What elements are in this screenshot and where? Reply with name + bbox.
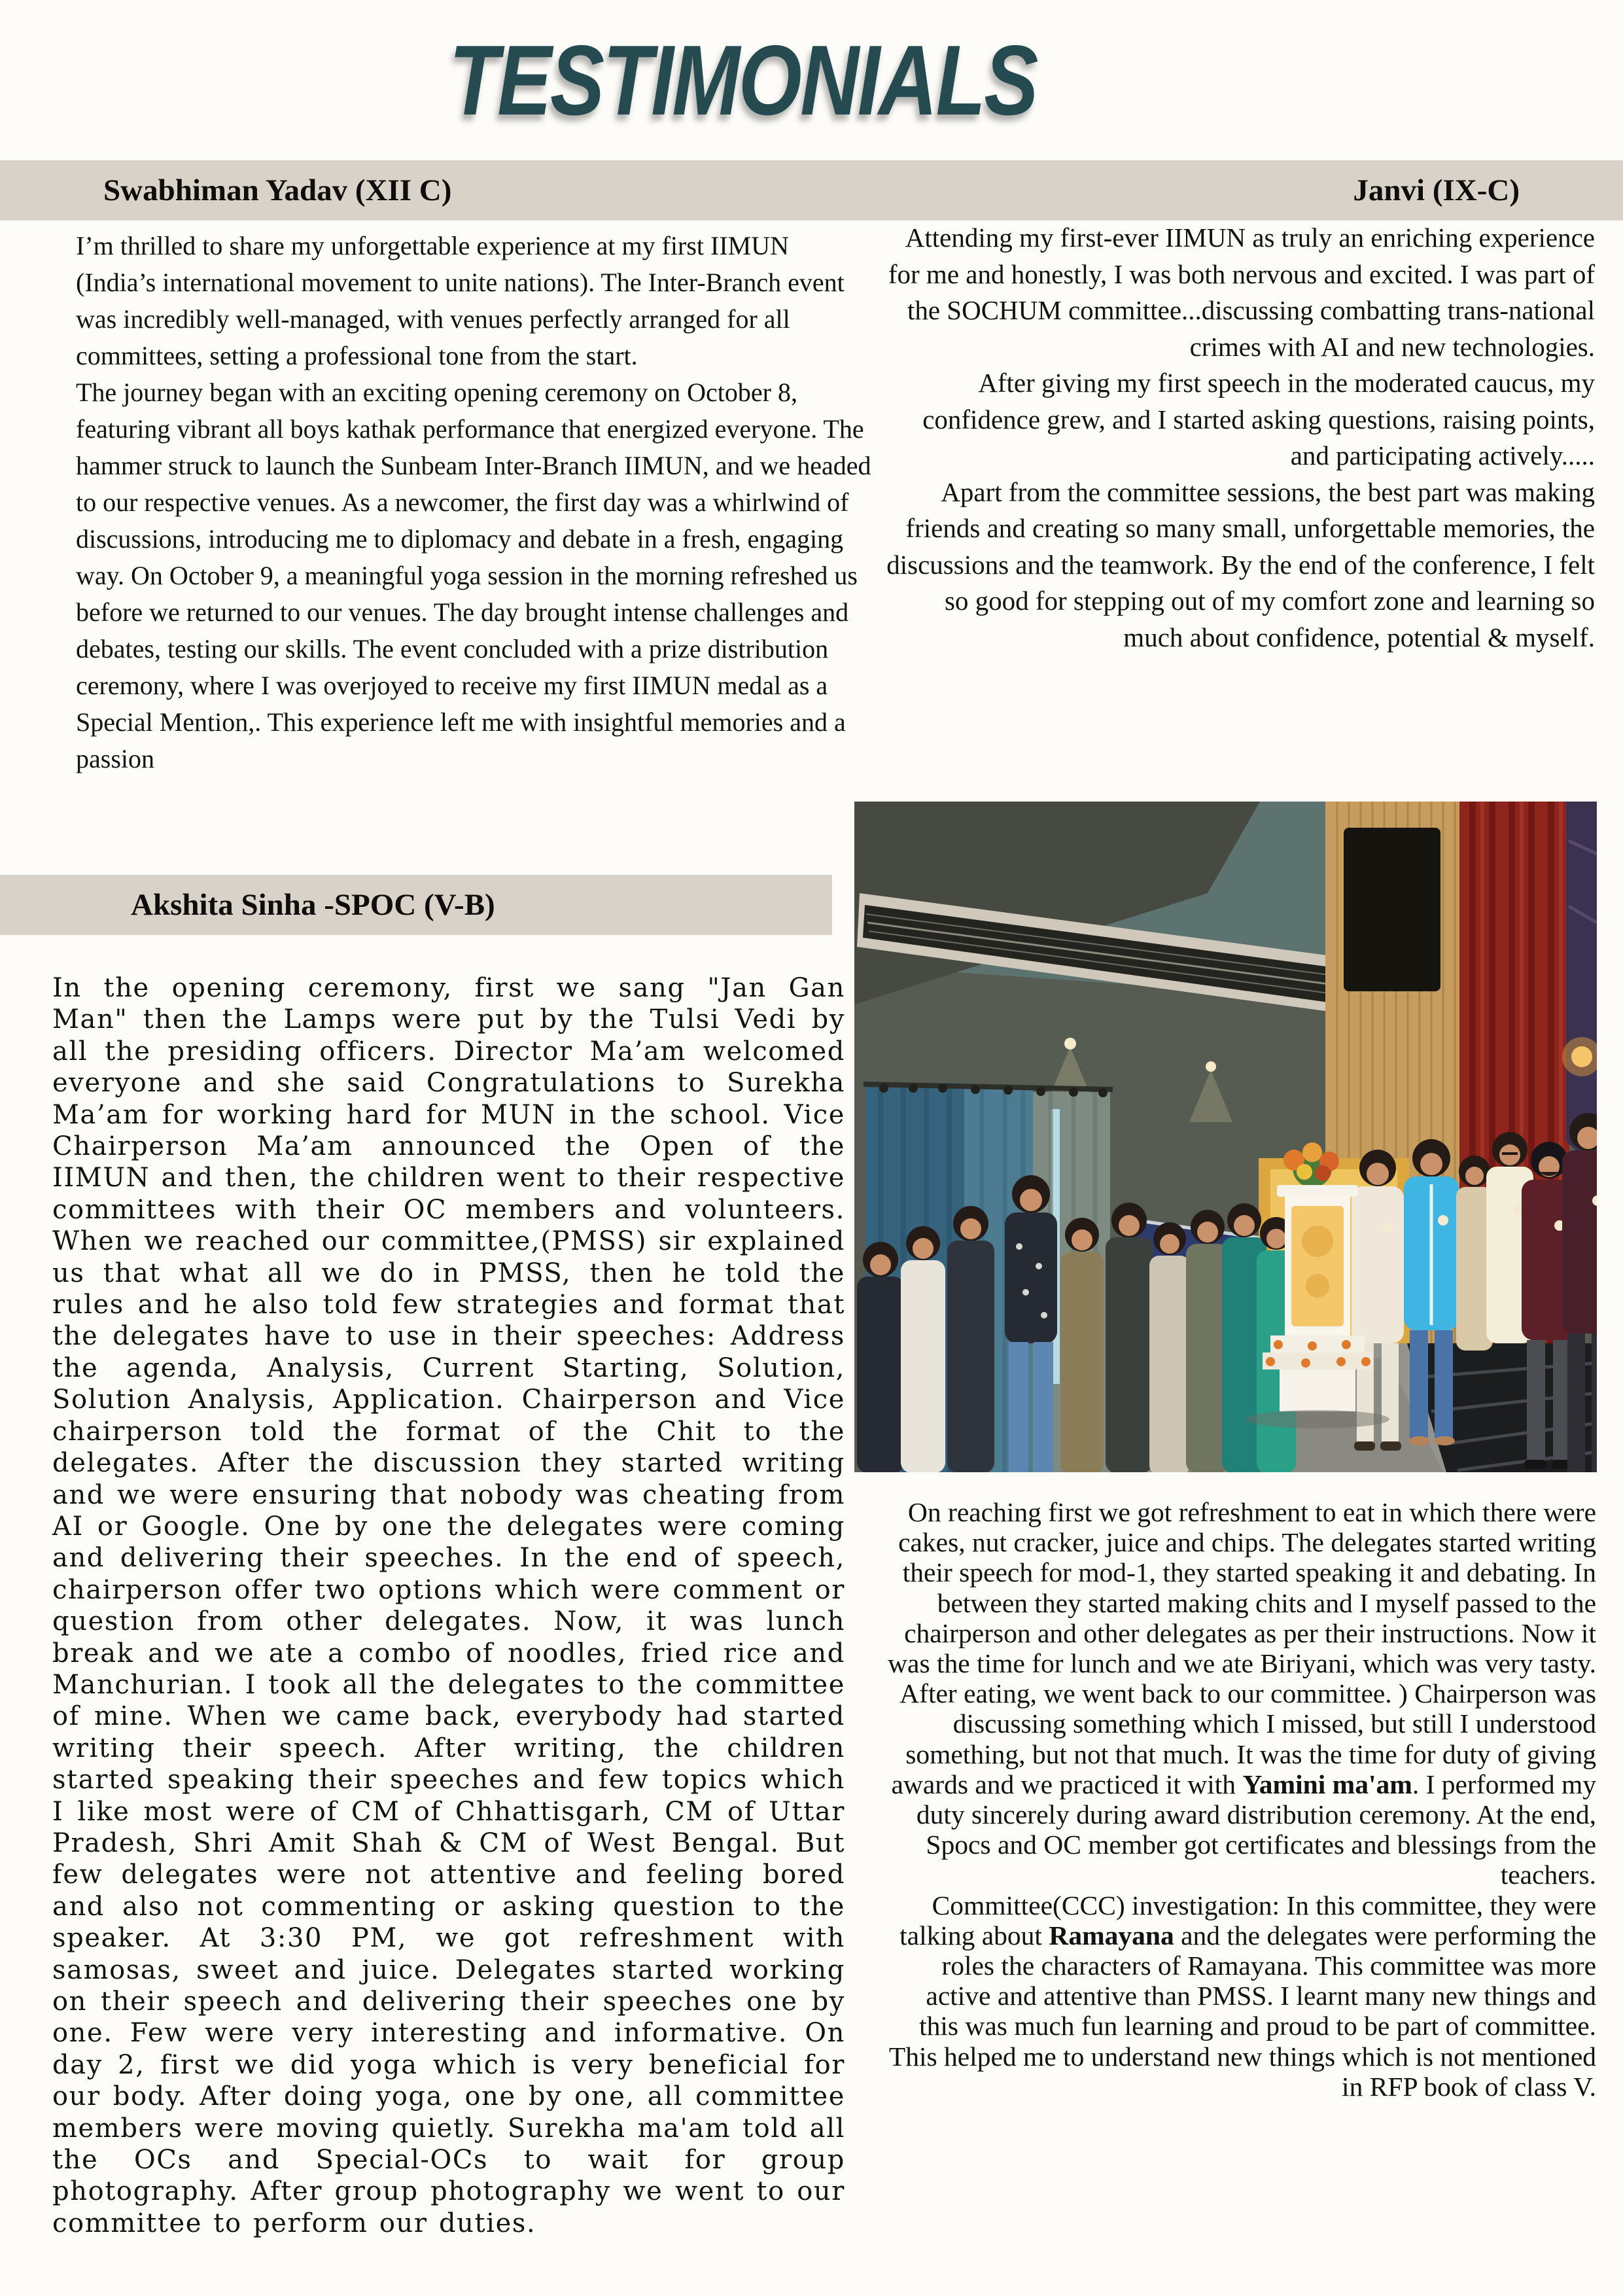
page-title: TESTIMONIALS: [449, 25, 1037, 136]
paragraph: Apart from the committee sessions, the best part was making friends and creating so many small, unforgettable memories, the discussions and the teamwork. By the end of the conference, I felt so good for stepping out of my comfort zone and learning so much about confidence, potential & myself.: [886, 476, 1595, 652]
testimonial-janvi: [884, 220, 1595, 656]
paragraph: The journey began with an exciting opening ceremony on October 8, featuring vibrant all boys kathak performance that energized everyone. The hammer struck to launch the Sunbeam Inter-Branch IIMUN, and we headed to our respective venues. As a newcomer, the first day was a whirlwind of discussions, introducing me to diplomacy and debate in a fresh, engaging way. On October 9, a meaningful yoga session in the morning refreshed us before we returned to our venues. The day brought intense challenges and debates, testing our skills. The event concluded with a prize distribution ceremony, where I was overjoyed to receive my first IIMUN medal as a Special Mention,. This experience left me with insightful memories and a passion: [76, 378, 871, 773]
author-name-akshita: Akshita Sinha -SPOC (V-B): [131, 888, 495, 922]
testimonial-akshita-continued: [882, 1497, 1596, 2102]
author-name-janvi: Janvi (IX-C): [1353, 173, 1520, 207]
author-name-swabhiman: Swabhiman Yadav (XII C): [103, 173, 452, 207]
paragraph: After giving my first speech in the moderated caucus, my confidence grew, and I started asking questions, raising points, and participating actively.....: [922, 368, 1595, 470]
page-title-row: [0, 26, 1623, 135]
paragraph: Committee(CCC) investigation: In this committee, they were talking about Ramayana and the delegates were performing the roles the characters of Ramayana. This committee was more active and attentive than PMSS. I learnt many new things and this was much fun learning and proud to be part of committee. This helped me to understand new things which is not mentioned in RFP book of class V.: [888, 1890, 1596, 2102]
name-bar-akshita: [0, 875, 832, 935]
group-photo-illustration: [854, 802, 1597, 1472]
group-photo: [854, 802, 1597, 1472]
paragraph: In the opening ceremony, first we sang "Jan Gan Man" then the Lamps were put by the Tulsi Vedi by all the presiding officers. Director Ma’am welcomed everyone and she said Congratulations to Surekha Ma’am for working hard for MUN in the school. Vice Chairperson Ma’am announced the Open of the IIMUN and then, the children went to their respective committees with their OC members and volunteers. When we reached our committee,(PMSS) sir explained us that what all we do in PMSS, then he told the rules and he also told few strategies and format that the delegates have to use in their speeches: Address the agenda, Analysis, Current Starting, Solution, Solution Analysis, Application. Chairperson and Vice chairperson told the format of the Chit to the delegates. After the discussion they started writing and we were ensuring that nobody was cheating from AI or Google. One by one the delegates were coming and delivering their speeches. In the end of speech, chairperson offer two options which were comment or question from other delegates. Now, it was lunch break and we ate a combo of noodles, fried rice and Manchurian. I took all the delegates to the committee of mine. When we came back, everybody had started writing their speech. After writing, the children started speaking their speeches and few topics which I like most were of CM of Chhattisgarh, CM of Uttar Pradesh, Shri Amit Shah & CM of West Bengal. But few delegates were not attentive and feeling bored and also not commenting or asking question to the speaker. At 3:30 PM, we got refreshment with samosas, sweet and juice. Delegates started working on their speech and delivering their speeches one by one. Few were very interesting and informative. On day 2, first we did yoga which is very beneficial for our body. After doing yoga, one by one, all committee members were moving quietly. Surekha ma'am told all the OCs and Special-OCs to wait for group photography. After group photography we went to our committee to perform our duties.: [52, 973, 845, 2238]
paragraph: On reaching first we got refreshment to eat in which there were cakes, nut cracker, juice and chips. The delegates started writing their speech for mod-1, they started speaking it and debating. In between they started making chits and I myself passed to the chairperson and other delegates as per their instructions. Now it was the time for lunch and we ate Biriyani, which was very tasty. After eating, we went back to our committee. ) Chairperson was discussing something which I missed, but still I understood something, but not that much. It was the time for duty of giving awards and we practiced it with Yamini ma'am. I performed my duty sincerely during award distribution ceremony. At the end, Spocs and OC member got certificates and blessings from the teachers.: [888, 1497, 1596, 1890]
paragraph: I’m thrilled to share my unforgettable experience at my first IIMUN (India’s international movement to unite nations). The Inter-Branch event was incredibly well-managed, with venues perfectly arranged for all committees, setting a professional tone from the start.: [76, 231, 845, 370]
testimonial-akshita: [52, 972, 845, 2239]
paragraph: Attending my first-ever IIMUN as truly an enriching experience for me and honestly, I was both nervous and excited. I was part of the SOCHUM committee...discussing combatting trans-national crimes with AI and new technologies.: [888, 222, 1595, 362]
name-bar-top: [0, 160, 1623, 221]
testimonial-swabhiman: [76, 228, 873, 777]
